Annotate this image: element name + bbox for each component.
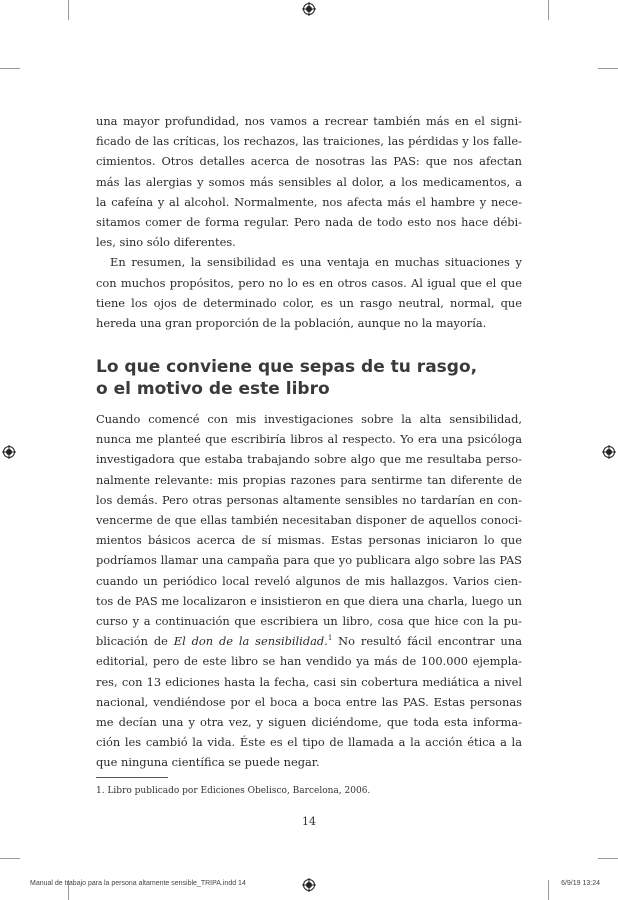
- crop-mark: [548, 880, 549, 900]
- text-fragment: No resultó fácil encontrar una: [332, 634, 523, 649]
- text-line: la cafeína y al alcohol. Normalmente, nos afecta más el hambre y nece-: [96, 194, 522, 209]
- registration-mark-icon: [602, 445, 616, 459]
- text-line: cuando un periódico local reveló algunos de mis hallazgos. Varios cien-: [96, 573, 522, 588]
- text-line: los demás. Pero otras personas altamente sensibles no tardarían en con-: [96, 492, 522, 507]
- text-line: investigadora que estaba trabajando sobre algo que me resultaba perso-: [96, 452, 522, 467]
- crop-mark: [0, 68, 20, 69]
- page-number: 14: [302, 815, 316, 828]
- section-heading: [96, 356, 536, 400]
- text-line: Cuando comencé con mis investigaciones sobre la alta sensibilidad,: [96, 412, 522, 426]
- text-line: nacional, vendiéndose por el boca a boca entre las PAS. Estas personas: [96, 694, 522, 709]
- crop-mark: [0, 858, 20, 859]
- text-line: En resumen, la sensibilidad es una ventaja en muchas situaciones y: [110, 255, 522, 270]
- text-line: tos de PAS me localizaron e insistieron en que diera una charla, luego un: [96, 593, 522, 608]
- registration-mark-icon: [2, 445, 16, 459]
- heading-line: o el motivo de este libro: [96, 379, 330, 399]
- text-line: ficado de las críticas, los rechazos, las traiciones, las pérdidas y los falle-: [96, 134, 522, 149]
- heading-line: Lo que conviene que sepas de tu rasgo,: [96, 357, 478, 377]
- text-line: mientos básicos acerca de sí mismas. Estas personas iniciaron lo que: [96, 533, 522, 548]
- text-line: nunca me planteé que escribiría libros al respecto. Yo era una psicóloga: [96, 432, 522, 447]
- text-line: podríamos llamar una campaña para que yo publicara algo sobre las PAS: [96, 553, 522, 568]
- paragraph-main: [96, 409, 522, 773]
- crop-mark: [548, 0, 549, 20]
- text-line: que ninguna científica se puede negar.: [96, 755, 320, 770]
- text-line: nalmente relevante: mis propias razones para sentirme tan diferente de: [96, 472, 522, 487]
- text-fragment: blicación de: [96, 634, 174, 649]
- text-line: me decían una y otra vez, y siguen diciéndome, que toda esta informa-: [96, 715, 522, 730]
- text-line: curso y a continuación que escribiera un libro, cosa que hice con la pu-: [96, 614, 522, 629]
- text-line: una mayor profundidad, nos vamos a recrear también más en el signi-: [96, 114, 522, 128]
- text-line: hereda una gran proporción de la población, aunque no la mayoría.: [96, 316, 487, 331]
- text-line: más las alergias y somos más sensibles al dolor, a los medicamentos, a: [96, 174, 522, 189]
- footnote-reference[interactable]: 1: [327, 634, 333, 643]
- text-line: tiene los ojos de determinado color, es un rasgo neutral, normal, que: [96, 295, 522, 310]
- crop-mark: [598, 68, 618, 69]
- footnote: 1. Libro publicado por Ediciones Obelisco, Barcelona, 2006.: [96, 786, 371, 796]
- crop-mark: [598, 858, 618, 859]
- registration-mark-icon: [302, 2, 316, 16]
- slug-timestamp: 6/9/19 13:24: [561, 880, 600, 887]
- registration-mark-icon: [302, 878, 316, 892]
- text-line: vencerme de que ellas también necesitaban disponer de aquellos conoci-: [96, 513, 522, 528]
- book-title: El don de la sensibilidad.: [173, 634, 328, 649]
- text-line: [96, 631, 522, 651]
- text-line: sitamos comer de forma regular. Pero nada de todo esto nos hace débi-: [96, 215, 522, 230]
- text-line: cimientos. Otros detalles acerca de nosotras las PAS: que nos afectan: [96, 154, 522, 169]
- text-line: ción les cambió la vida. Éste es el tipo de llamada a la acción ética a la: [96, 735, 522, 750]
- paragraph-continuation: [96, 111, 522, 333]
- crop-mark: [68, 0, 69, 20]
- text-line: editorial, pero de este libro se han vendido ya más de 100.000 ejempla-: [96, 654, 522, 669]
- text-line: res, con 13 ediciones hasta la fecha, casi sin cobertura mediática a nivel: [96, 674, 522, 689]
- text-line: les, sino sólo diferentes.: [96, 235, 236, 250]
- text-line: con muchos propósitos, pero no lo es en otros casos. Al igual que el que: [96, 275, 522, 290]
- footnote-divider: [96, 777, 168, 778]
- slug-filename: Manual de trabajo para la persona altamente sensible_TRIPA.indd 14: [30, 880, 246, 887]
